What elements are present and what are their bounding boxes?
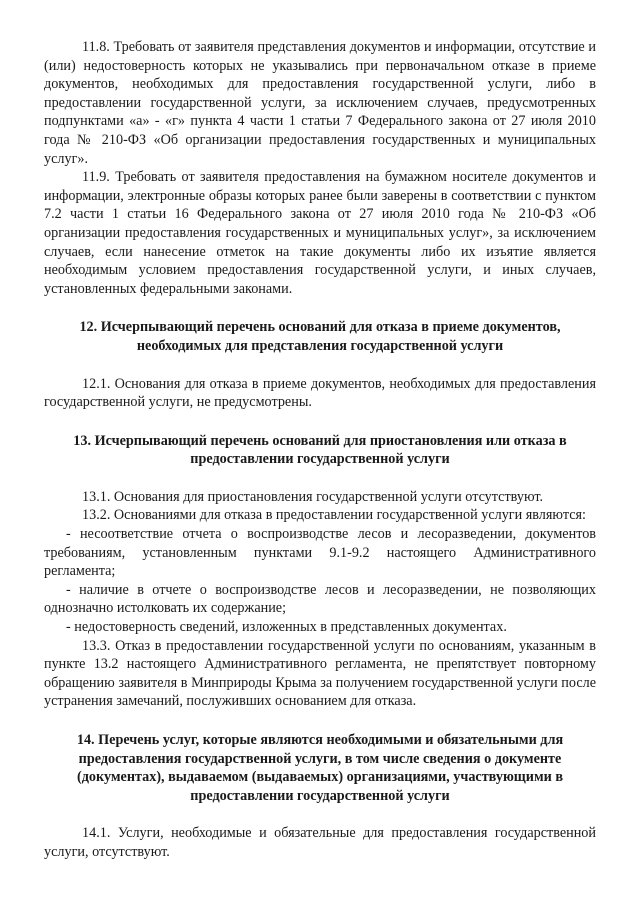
heading-section-14: 14. Перечень услуг, которые являются необходимыми и обязательными для предоставления государственной услуги, в том числе сведения о документе (документах), выдаваемом (выдаваемых) организациями, участвующими в предоставлении государственной услуги <box>76 732 564 804</box>
paragraph-14-1: 14.1. Услуги, необходимые и обязательные для предоставления государственной услуги, отсутствуют. <box>44 825 596 860</box>
list-item-13-2-a: - несоответствие отчета о воспроизводстве лесов и лесоразведении, документов требованиям, установленным пунктами 9.1-9.2 настоящего Административного регламента; <box>44 526 596 580</box>
paragraph-11-8: 11.8. Требовать от заявителя представления документов и информации, отсутствие и (или) недостоверность которых не указывались при первоначальном отказе в приеме документов, необходимых для предоставления государственной услуги, либо в предоставлении государственной услуги, за исключением случаев, предусмотренных подпунктами «а» - «г» пункта 4 части 1 статьи 7 Федерального закона от 27 июля 2010 года № 210-ФЗ «Об организации предоставления государственных и муниципальных услуг». <box>44 39 596 167</box>
list-item-13-2-c: - недостоверность сведений, изложенных в представленных документах. <box>66 619 507 636</box>
list-item-13-2-b: - наличие в отчете о воспроизводстве лесов и лесоразведении, не позволяющих однозначно истолковать их содержание; <box>44 581 596 617</box>
paragraph-13-1: 13.1. Основания для приостановления государственной услуги отсутствуют. <box>82 488 544 505</box>
paragraph-11-9: 11.9. Требовать от заявителя предоставления на бумажном носителе документов и информации, электронные образы которых ранее были заверены в соответствии с пунктом 7.2 части 1 статьи 16 Федерального закона от 27 июля 2010 года № 210-ФЗ «Об организации предоставления государственных и муниципальных услуг», за исключением случаев, если нанесение отметок на такие документы либо их изъятие является необходимым условием предоставления государственной услуги, и иных случаев, установленных федеральными законами. <box>44 169 596 297</box>
paragraph-12-1: 12.1. Основания для отказа в приеме документов, необходимых для предоставления государственной услуги, не предусмотрены. <box>44 375 596 411</box>
heading-section-12: 12. Исчерпывающий перечень оснований для отказа в приеме документов, необходимых для представления государственной услуги <box>79 319 561 354</box>
paragraph-13-2: 13.2. Основаниями для отказа в предоставлении государственной услуги являются: <box>82 507 586 524</box>
paragraph-13-3: 13.3. Отказ в предоставлении государственной услуги по основаниям, указанным в пункте 13.2 настоящего Административного регламента, не препятствует повторному обращению заявителя в Минприроды Крыма за получением государственной услуги после устранения замечаний, послуживших основанием для отказа. <box>44 637 596 710</box>
document-page <box>44 38 596 862</box>
heading-section-13: 13. Исчерпывающий перечень оснований для приостановления или отказа в предоставлении государственной услуги <box>73 432 567 468</box>
